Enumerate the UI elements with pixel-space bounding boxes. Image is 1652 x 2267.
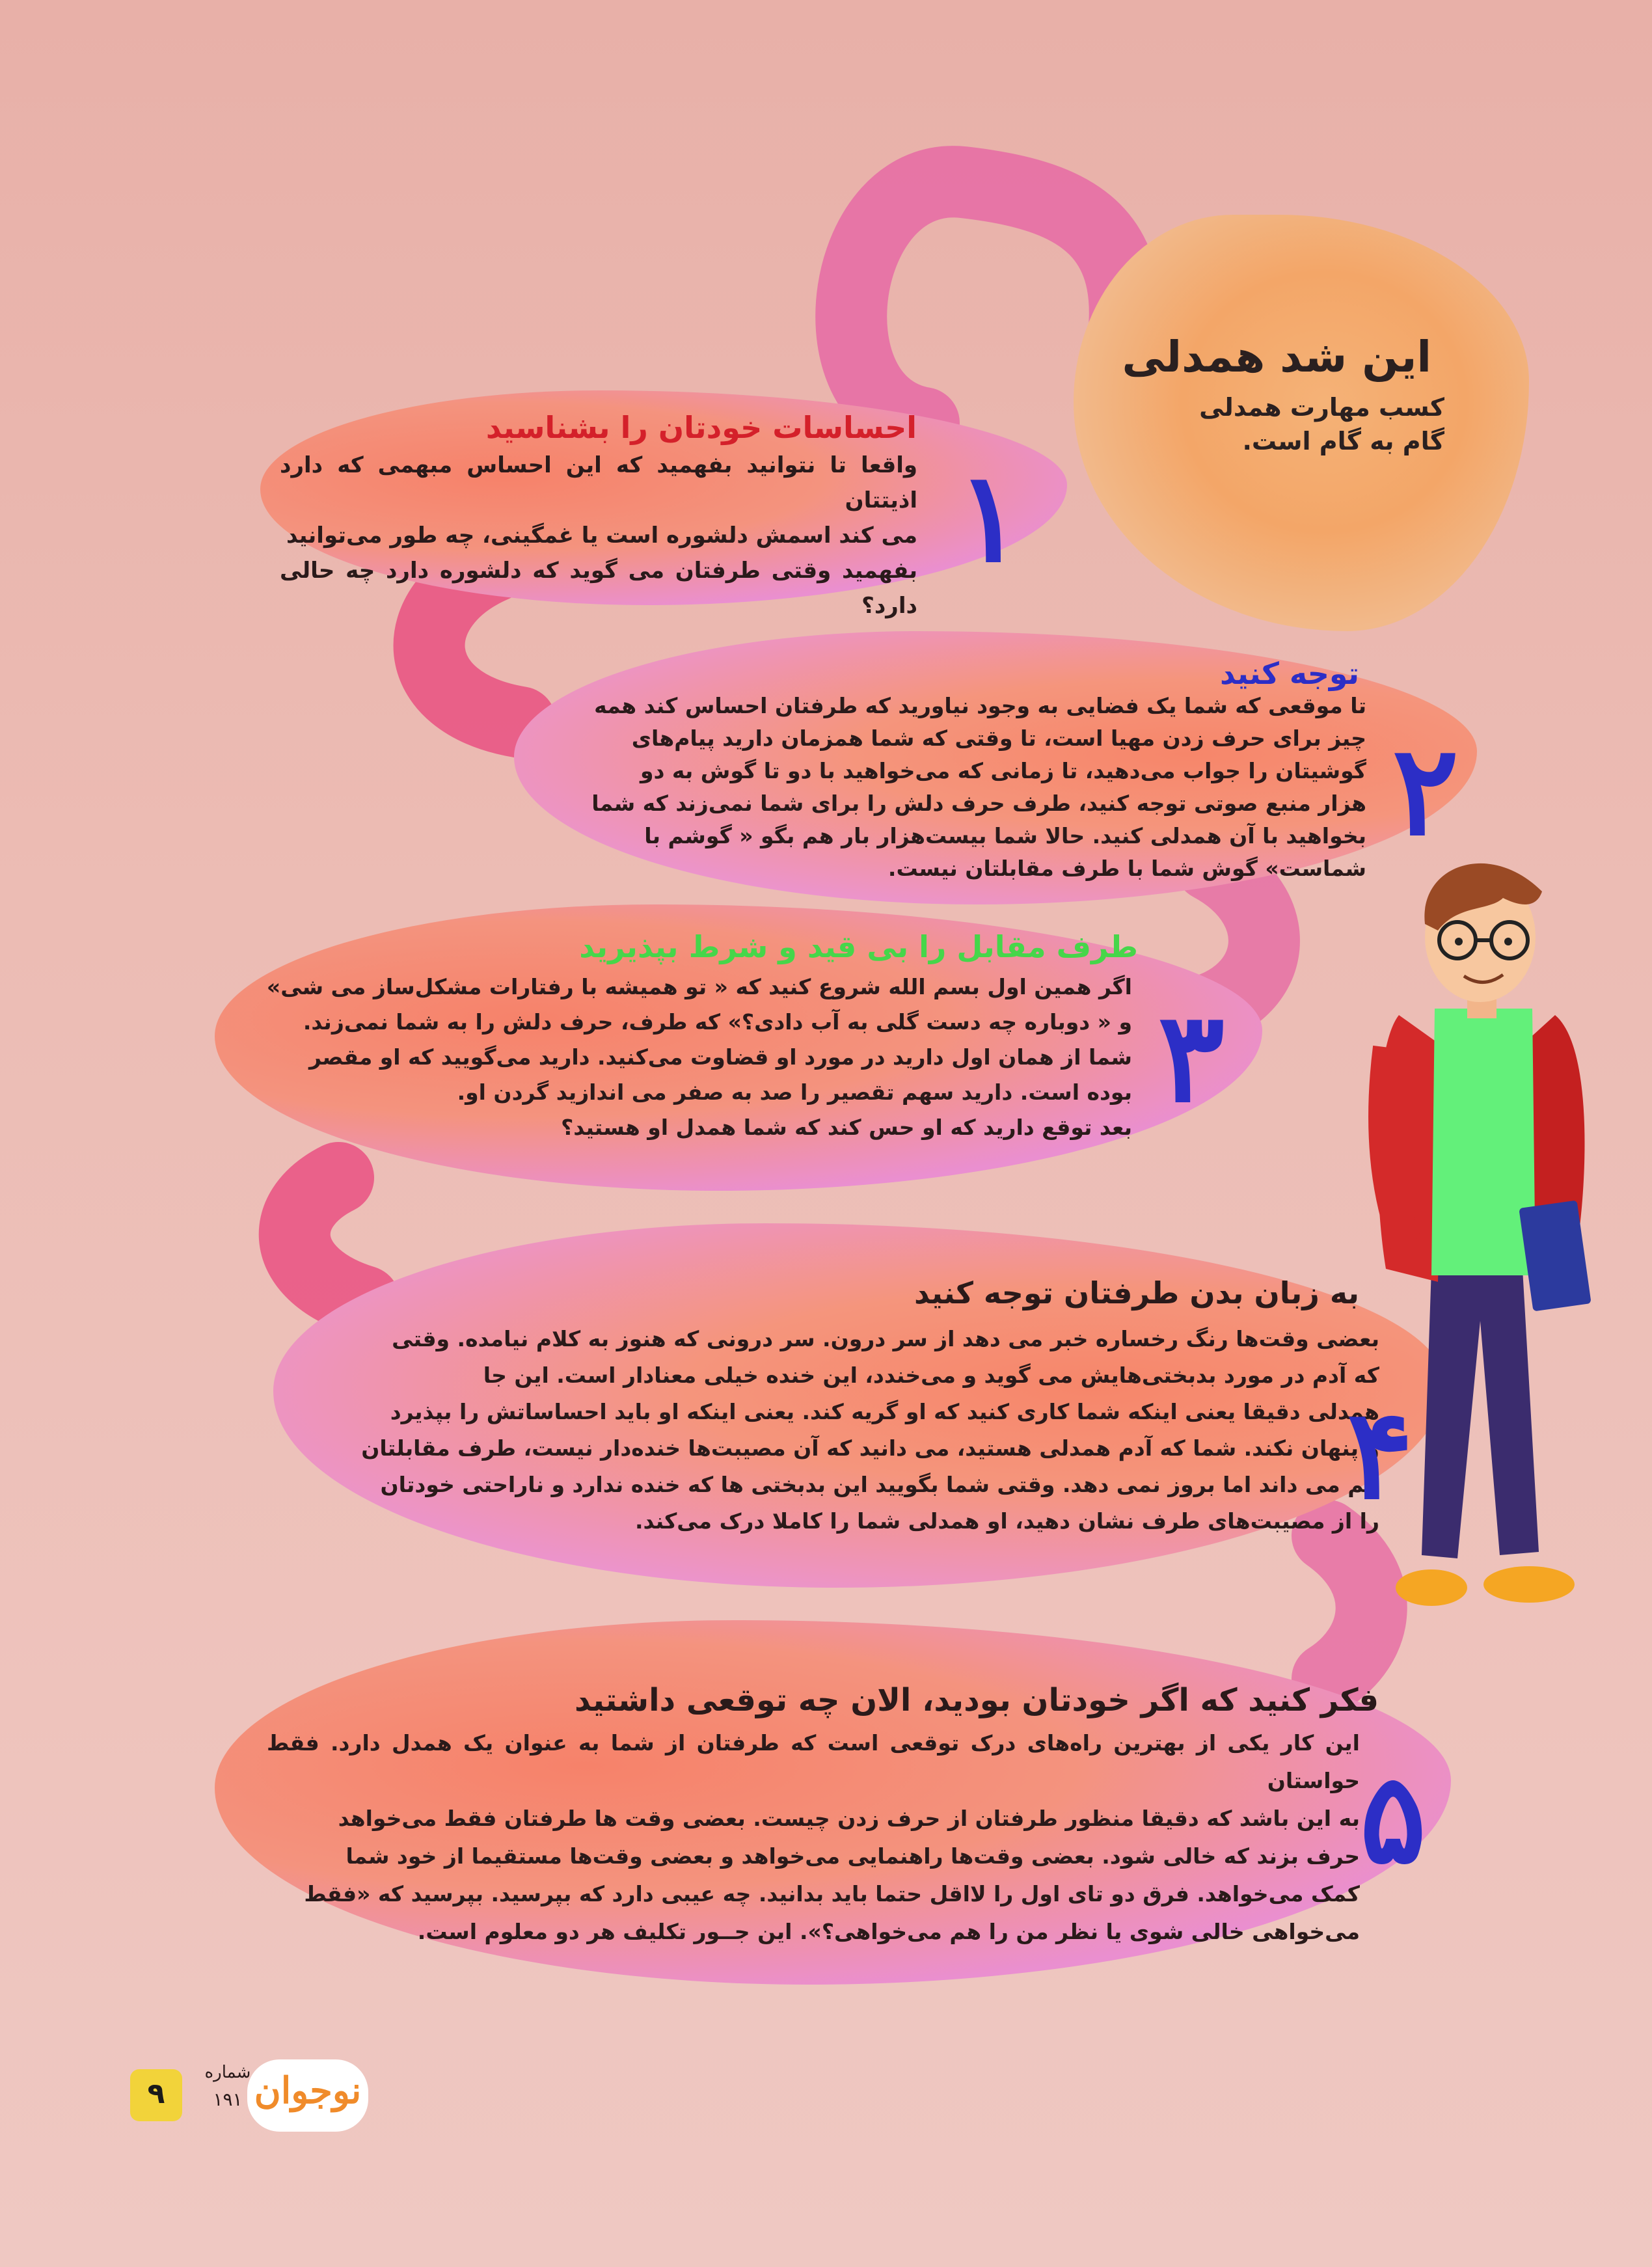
page-subtitle bbox=[1119, 390, 1444, 458]
section-5-body bbox=[267, 1724, 1360, 1951]
body-line: هم می داند اما بروز نمی دهد. وقتی شما بگویید این بدبختی ها که خنده ندارد و ناراحتی خودتان bbox=[380, 1472, 1379, 1497]
page-title: این شد همدلی bbox=[1122, 332, 1431, 382]
section-1-body bbox=[280, 448, 917, 623]
body-line: که آدم در مورد بدبختی‌هایش می گوید و می‌خندد، این خنده خیلی معنادار است. این جا bbox=[483, 1363, 1379, 1388]
body-line: بوده است. دارید سهم تقصیر را صد به صفر می اندازید گردن او. bbox=[457, 1079, 1132, 1105]
body-line: و « دوباره چه دست گلی به آب دادی؟» که طرف، حرف دلش را به شما نمی‌زند. bbox=[303, 1009, 1132, 1035]
section-4-body bbox=[299, 1321, 1379, 1540]
body-line: گوشیتان را جواب می‌دهید، تا زمانی که می‌خواهید با دو تا گوش به دو bbox=[640, 758, 1366, 783]
body-line: شماست» گوش شما با طرف مقابلتان نیست. bbox=[887, 856, 1366, 881]
subtitle-line: کسب مهارت همدلی bbox=[1199, 393, 1444, 422]
body-line: به این باشد که دقیقا منظور طرفتان از حرف زدن چیست. بعضی وقت ها طرفتان فقط می‌خواهد bbox=[338, 1806, 1360, 1831]
body-line: کمک می‌خواهد. فرق دو تای اول را لااقل حتما باید بدانید. چه عیبی دارد که بپرسید. بپرسید که «فقط bbox=[304, 1881, 1360, 1907]
body-line: چیز برای حرف زدن مهیا است، تا وقتی که شما همزمان دارید پیام‌های bbox=[631, 726, 1366, 751]
body-line: اگر همین اول بسم الله شروع کنید که « تو همیشه با رفتارات مشکل‌ساز می شی» bbox=[266, 974, 1132, 999]
magazine-logo: نوجوان bbox=[254, 2069, 362, 2112]
section-2-body bbox=[540, 690, 1366, 885]
section-4-heading: به زبان بدن طرفتان توجه کنید bbox=[914, 1275, 1359, 1310]
section-5-number: ۵ bbox=[1360, 1746, 1427, 1891]
body-line: همدلی دقیقا یعنی اینکه شما کاری کنید که او گریه کند. یعنی اینکه او باید احساساتش را بپذیرد bbox=[390, 1399, 1379, 1424]
body-line: را از مصیبت‌های طرف نشان دهید، او همدلی شما را کاملا درک می‌کند. bbox=[635, 1508, 1379, 1534]
section-3-heading: طرف مقابل را بی قید و شرط بپذیرید bbox=[579, 929, 1138, 964]
section-1-heading: احساسات خودتان را بشناسید bbox=[485, 410, 917, 445]
body-line: شما از همان اول دارید در مورد او قضاوت می‌کنید. دارید می‌گویید که او مقصر bbox=[309, 1044, 1132, 1070]
body-line: حرف بزند که خالی شود. بعضی وقت‌ها راهنمایی می‌خواهد و بعضی وقت‌ها مستقیما از خود شما bbox=[345, 1843, 1360, 1869]
body-line: بعد توقع دارید که او حس کند که شما همدل او هستید؟ bbox=[561, 1115, 1132, 1140]
section-3-body bbox=[241, 970, 1132, 1145]
section-1-number: ۱ bbox=[956, 444, 1023, 590]
body-line: می‌خواهی خالی شوی یا نظر من را هم می‌خواهی؟». این جــور تکلیف هر دو معلوم است. bbox=[417, 1919, 1360, 1944]
section-5-heading: فکر کنید که اگر خودتان بودید، الان چه توقعی داشتید bbox=[574, 1682, 1379, 1718]
boy-illustration bbox=[1360, 852, 1607, 1640]
body-line: این کار یکی از بهترین راه‌های درک توقعی است که طرفتان از شما به عنوان یک همدل دارد. فقط حواستان bbox=[267, 1730, 1360, 1793]
body-line: و پنهان نکند. شما که آدم همدلی هستید، می دانید که آن مصیبت‌ها خنده‌دار نیست، طرف مقابلتان bbox=[361, 1435, 1379, 1461]
body-line: بخواهید با آن همدلی کنید. حالا شما بیست‌هزار بار هم بگو « گوشم با bbox=[644, 823, 1366, 848]
body-line: تا موقعی که شما یک فضایی به وجود نیاورید که طرفتان احساس کند همه bbox=[594, 693, 1366, 718]
subtitle-line: گام به گام است. bbox=[1242, 427, 1444, 455]
section-3-number: ۳ bbox=[1158, 984, 1225, 1130]
issue-label: شماره bbox=[204, 2063, 251, 2082]
section-4-number: ۴ bbox=[1347, 1381, 1414, 1527]
section-2-number: ۲ bbox=[1392, 718, 1459, 863]
body-line: می کند اسمش دلشوره است یا غمگینی، چه طور می‌توانید bbox=[286, 523, 917, 549]
page-number: ۹ bbox=[147, 2077, 165, 2110]
issue-number: ۱۹۱ bbox=[213, 2089, 243, 2110]
body-line: هزار منبع صوتی توجه کنید، طرف حرف دلش را برای شما نمی‌زند که شما bbox=[591, 791, 1366, 816]
section-2-heading: توجه کنید bbox=[1219, 656, 1359, 691]
body-line: واقعا تا نتوانید بفهمید که این احساس مبهمی که دارد اذیتتان bbox=[280, 452, 917, 513]
body-line: بفهمید وقتی طرفتان می گوید که دلشوره دارد چه حالی دارد؟ bbox=[280, 558, 917, 619]
body-line: بعضی وقت‌ها رنگ رخساره خبر می دهد از سر درون. سر درونی که هنوز به کلام نیامده. وقتی bbox=[392, 1326, 1379, 1351]
